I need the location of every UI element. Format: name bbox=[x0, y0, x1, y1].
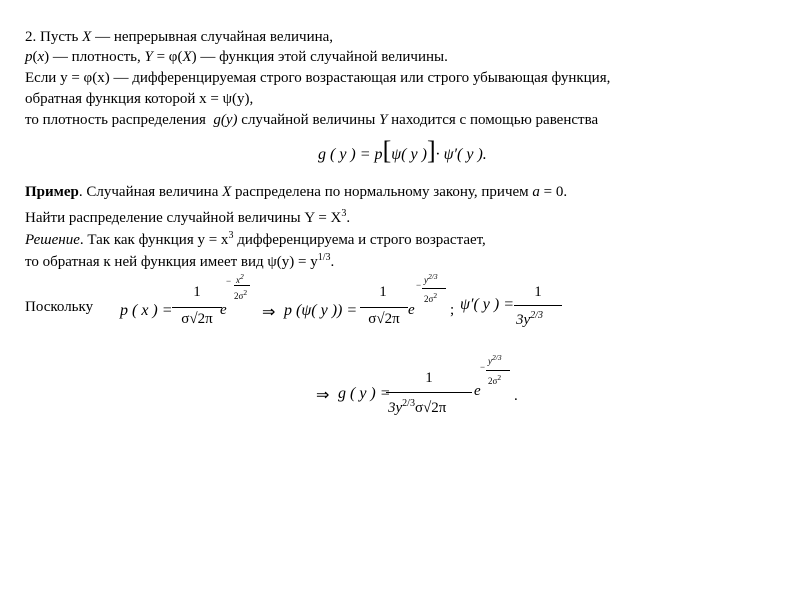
line-4: обратная функция которой x = ψ(y), bbox=[25, 91, 254, 107]
example-line-4 bbox=[25, 249, 334, 271]
final-den bbox=[388, 398, 446, 417]
ppsi-exp-den-text: 2σ bbox=[424, 294, 434, 304]
px-minus: − bbox=[226, 276, 232, 286]
solution-text: . Так как функция y = x bbox=[79, 232, 229, 248]
final-minus: − bbox=[480, 362, 486, 372]
example-line-3 bbox=[25, 227, 486, 249]
example-l4-sup: 1/3 bbox=[317, 252, 331, 263]
px-fraction-bar bbox=[172, 307, 222, 308]
final-implies: ⇒ bbox=[316, 387, 330, 404]
line-5-c: случайной величины bbox=[241, 112, 376, 128]
ppsi-implies: ⇒ bbox=[262, 304, 276, 321]
psiprime-den-3y: 3y bbox=[516, 312, 531, 328]
line-2-text-b: ) — функция этой случайной величины. bbox=[191, 49, 448, 65]
psiprime-den-sup: 2/3 bbox=[530, 310, 543, 321]
px-lhs: p ( x ) = bbox=[120, 302, 173, 319]
px-exp-den-sup: 2 bbox=[243, 288, 248, 297]
px-exp-den bbox=[234, 288, 247, 301]
psiprime-den bbox=[516, 310, 543, 329]
final-exp-den bbox=[488, 373, 501, 386]
ppsi-den: σ√2π bbox=[368, 311, 400, 327]
example-label: Пример bbox=[25, 184, 79, 200]
var-X: X bbox=[82, 29, 92, 45]
psiprime-fraction-bar bbox=[514, 305, 562, 306]
final-den-rest: σ√2π bbox=[414, 400, 447, 416]
var-p: p bbox=[25, 49, 33, 65]
line-5 bbox=[25, 111, 598, 129]
var-X-2: X bbox=[182, 49, 192, 65]
ppsi-num: 1 bbox=[379, 284, 387, 300]
ppsi-minus: − bbox=[416, 280, 422, 290]
final-period: . bbox=[514, 388, 518, 404]
example-l2: Найти распределение случайной величины Y = X bbox=[25, 210, 342, 226]
ppsi-exp-den bbox=[424, 291, 437, 304]
line-2-text-a: — плотность, bbox=[52, 49, 141, 65]
example-l2-sup: 3 bbox=[341, 208, 347, 219]
final-e: e bbox=[474, 383, 481, 399]
ppsi-semicolon: ; bbox=[450, 302, 455, 318]
line-2: p(x) — плотность, Y = φ(X) — функция этой случайной величины. bbox=[25, 49, 448, 65]
solution-end: дифференцируема и строго возрастает, bbox=[237, 232, 486, 248]
line-5-e: находится с помощью равенства bbox=[391, 112, 599, 128]
ppsi-exp-den-sup: 2 bbox=[433, 291, 438, 300]
line-2-eq: = φ( bbox=[156, 49, 183, 65]
example-l4-end: . bbox=[330, 254, 335, 270]
ppsi-exp-bar bbox=[422, 288, 446, 289]
example-X: X bbox=[222, 184, 232, 200]
line-1-text: — непрерывная случайная величина, bbox=[95, 29, 334, 45]
example-line-1 bbox=[25, 183, 567, 201]
final-exp-y-sup: 2/3 bbox=[492, 353, 502, 362]
example-t3: = 0. bbox=[543, 184, 568, 200]
example-t1: . Случайная величина bbox=[78, 184, 219, 200]
psiprime-lhs: ψ′( y ) = bbox=[460, 296, 514, 313]
final-den-3y: 3y bbox=[388, 400, 403, 416]
ppsi-exp-num bbox=[424, 272, 438, 285]
final-fraction-bar bbox=[386, 392, 472, 393]
final-exp-y: y bbox=[488, 356, 492, 366]
line-5-g: g(y) bbox=[213, 112, 238, 128]
line-3: Если y = φ(x) — дифференцируемая строго возрастающая или строго убывающая функция, bbox=[25, 70, 611, 86]
example-line-2 bbox=[25, 205, 350, 227]
solution-sup: 3 bbox=[228, 230, 234, 241]
formula-psi-arg: ψ( y ) bbox=[391, 146, 427, 163]
line-1 bbox=[25, 28, 333, 46]
solution-label: Решение bbox=[25, 232, 80, 248]
ppsi-e: e bbox=[408, 302, 415, 318]
px-exp-den-text: 2σ bbox=[234, 291, 244, 301]
px-num: 1 bbox=[193, 284, 201, 300]
final-exp-num bbox=[488, 353, 502, 366]
px-exp-bar bbox=[234, 285, 250, 286]
example-a: a bbox=[532, 184, 540, 200]
formula-psi-prime: · ψ′( y ). bbox=[435, 146, 487, 163]
psiprime-num: 1 bbox=[534, 284, 542, 300]
ppsi-exp-y: y bbox=[424, 275, 428, 285]
final-exp-den-text: 2σ bbox=[488, 376, 498, 386]
since-label: Поскольку bbox=[25, 299, 94, 315]
final-num: 1 bbox=[425, 370, 433, 386]
formula-density: g ( y ) = p[ψ( y )]· ψ′( y ). bbox=[318, 136, 487, 165]
line-5-Y: Y bbox=[379, 112, 388, 128]
final-den-sup: 2/3 bbox=[402, 398, 415, 409]
px-exp-num bbox=[236, 272, 244, 285]
example-t2: распределена по нормальному закону, причем bbox=[235, 184, 529, 200]
ppsi-exp-y-sup: 2/3 bbox=[428, 272, 438, 281]
example-l2-end: . bbox=[346, 210, 351, 226]
ppsi-fraction-bar bbox=[360, 307, 408, 308]
px-exp-x-sup: 2 bbox=[240, 272, 244, 281]
px-exp-x: x bbox=[236, 275, 240, 285]
final-lhs: g ( y ) = bbox=[338, 385, 391, 402]
px-e: e bbox=[220, 302, 227, 318]
var-x: x bbox=[37, 49, 45, 65]
item-number: 2. Пусть bbox=[25, 29, 79, 45]
line-5-a: то плотность распределения bbox=[25, 112, 206, 128]
final-exp-den-sup: 2 bbox=[497, 373, 502, 382]
var-Y: Y bbox=[144, 49, 153, 65]
px-den: σ√2π bbox=[181, 311, 213, 327]
formula-g-lhs: g ( y ) = p bbox=[318, 146, 383, 163]
example-l4: то обратная к ней функция имеет вид ψ(y) = y bbox=[25, 254, 318, 270]
ppsi-lhs: p (ψ( y )) = bbox=[284, 302, 358, 319]
final-exp-bar bbox=[486, 370, 510, 371]
